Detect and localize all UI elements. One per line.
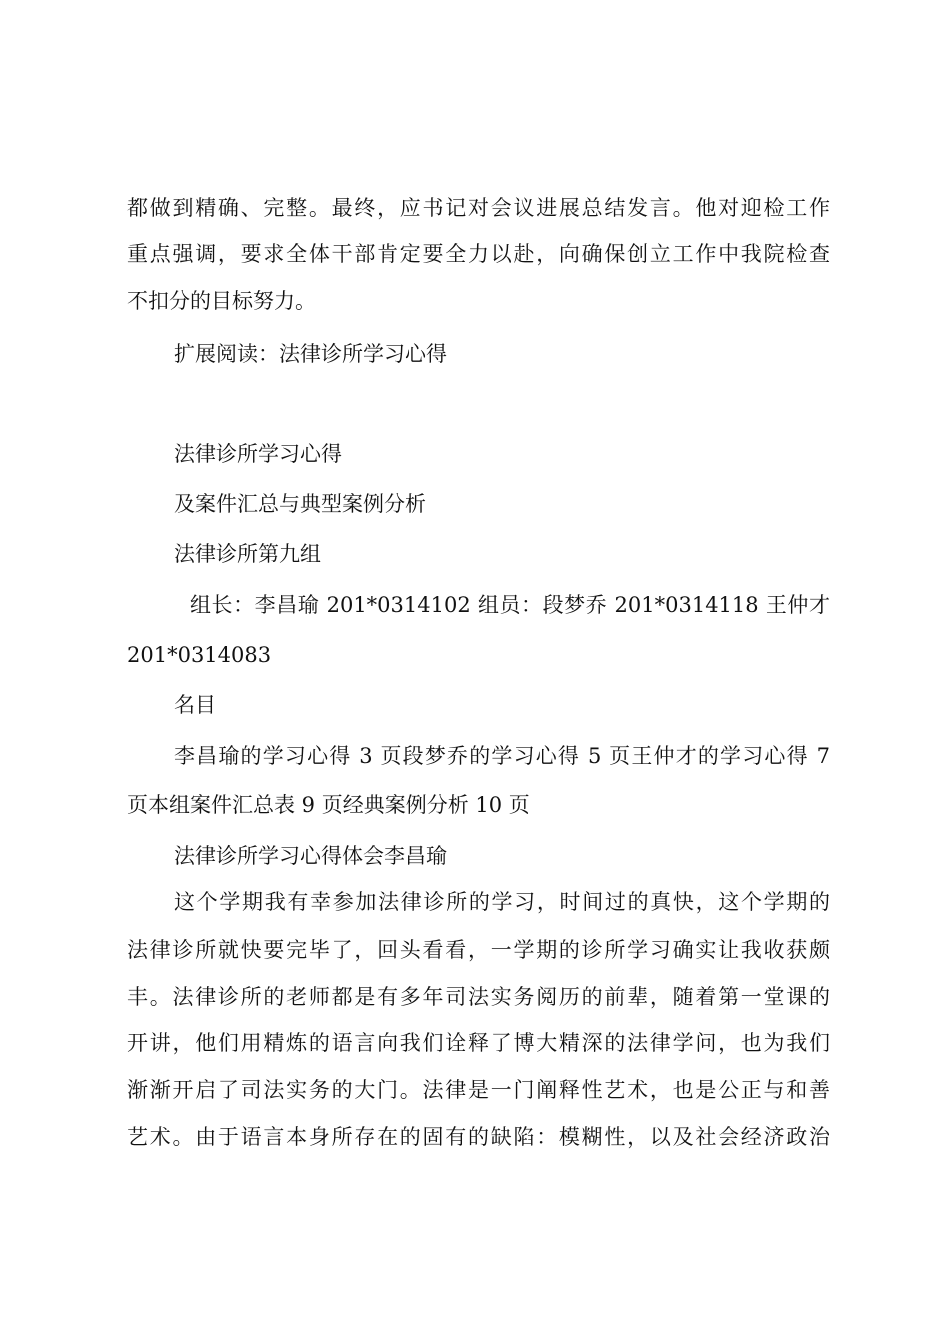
essay-title: 法律诊所学习心得体会李昌瑜	[174, 844, 447, 868]
contents-line: 页本组案件汇总表 9 页经典案例分析 10 页	[127, 793, 530, 817]
document-title: 法律诊所学习心得	[174, 442, 342, 466]
paragraph-line: 不扣分的目标努力。	[127, 289, 316, 313]
section-heading: 扩展阅读：法律诊所学习心得	[174, 342, 447, 366]
group-members-continued: 201*0314083	[127, 643, 272, 667]
paragraph-line: 渐渐开启了司法实务的大门。法律是一门阐释性艺术，也是公正与和善	[127, 1078, 830, 1102]
paragraph-line: 开讲，他们用精炼的语言向我们诠释了博大精深的法律学问，也为我们	[127, 1031, 830, 1055]
paragraph-line: 都做到精确、完整。最终，应书记对会议进展总结发言。他对迎检工作	[127, 196, 830, 220]
paragraph-line: 重点强调，要求全体干部肯定要全力以赴，向确保创立工作中我院检查	[127, 242, 830, 266]
document-subtitle: 及案件汇总与典型案例分析	[174, 492, 426, 516]
paragraph-line: 丰。法律诊所的老师都是有多年司法实务阅历的前辈，随着第一堂课的	[127, 985, 830, 1009]
contents-line: 李昌瑜的学习心得 3 页段梦乔的学习心得 5 页王仲才的学习心得 7	[174, 744, 830, 768]
group-members: 组长：李昌瑜 201*0314102 组员：段梦乔 201*0314118 王仲才	[190, 593, 830, 617]
paragraph-line: 这个学期我有幸参加法律诊所的学习，时间过的真快，这个学期的	[174, 890, 830, 914]
paragraph-line: 法律诊所就快要完毕了，回头看看，一学期的诊所学习确实让我收获颇	[127, 938, 830, 962]
group-name: 法律诊所第九组	[174, 542, 321, 566]
contents-heading: 名目	[174, 693, 216, 717]
paragraph-line: 艺术。由于语言本身所存在的固有的缺陷：模糊性，以及社会经济政治	[127, 1125, 830, 1149]
